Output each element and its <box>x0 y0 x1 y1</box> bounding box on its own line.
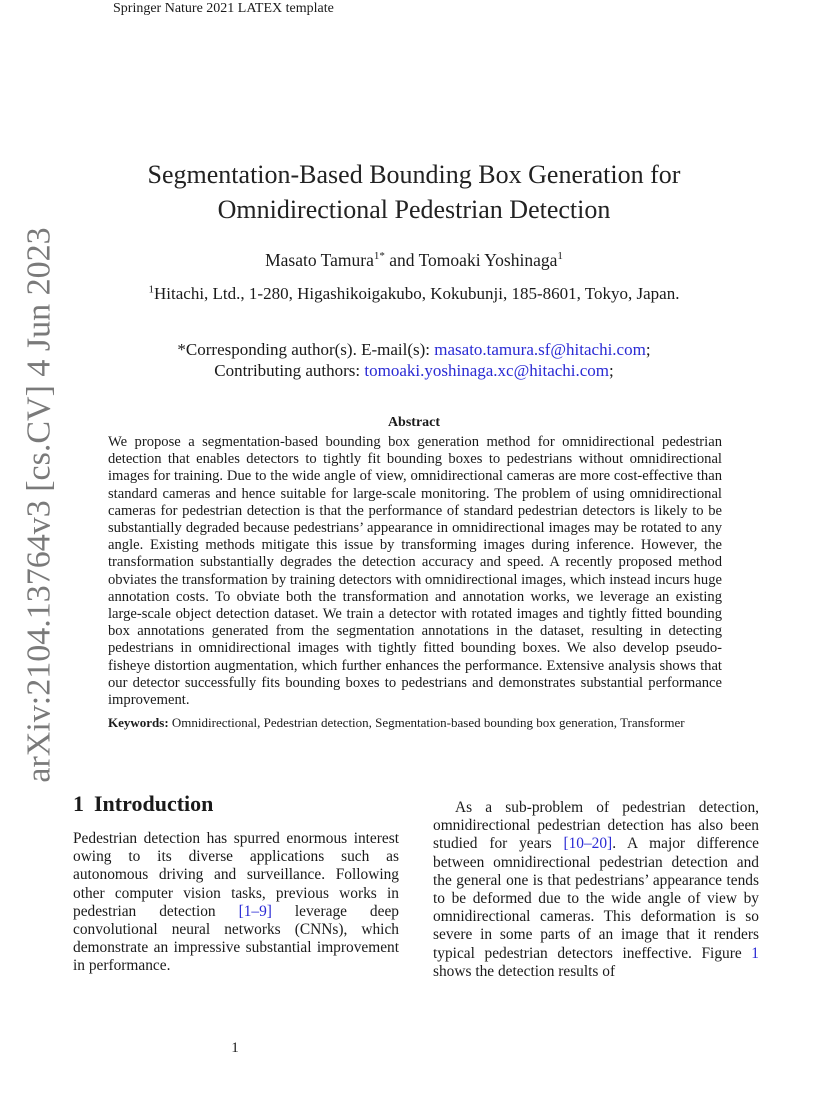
contributing-email-link[interactable]: tomoaki.yoshinaga.xc@hitachi.com <box>364 361 610 380</box>
author-name: Masato Tamura <box>265 250 374 270</box>
affiliation-text: Hitachi, Ltd., 1-280, Higashikoigakubo, Kokubunji, 185-8601, Tokyo, Japan. <box>154 284 680 303</box>
separator: ; <box>645 340 651 359</box>
paper-title <box>100 157 728 227</box>
page-number: 1 <box>231 1040 239 1056</box>
title-line-1: Segmentation-Based Bounding Box Generation for <box>147 160 681 189</box>
author-conjunction: and <box>384 250 419 270</box>
title-line-2: Omnidirectional Pedestrian Detection <box>217 195 611 224</box>
figure-reference-link[interactable]: 1 <box>751 944 759 962</box>
section-title: Introduction <box>94 791 214 816</box>
keywords-text: Omnidirectional, Pedestrian detection, Segmentation-based bounding box generation, Transformer <box>168 715 685 730</box>
corresponding-line <box>100 339 728 360</box>
author-affiliation-mark: 1* <box>373 250 385 263</box>
paragraph-text: . A major difference between omnidirectional pedestrian detection and the general one is that pedestrians’ appearance tends to be deformed due to the wide angle of view by omnidirectional cameras. This deformation is so severe in some parts of an image that it renders typical pedestrian detectors ineffective. Figure <box>433 835 760 962</box>
keywords-label: Keywords: <box>108 715 169 730</box>
keywords <box>108 715 722 731</box>
contributing-label: Contributing authors: <box>214 361 365 380</box>
section-heading <box>73 791 213 817</box>
author-affiliation-mark: 1 <box>557 250 563 263</box>
arxiv-sidebar <box>14 227 66 783</box>
paragraph-text: leverage deep convolutional neural networks (CNNs), which demonstrate an impressive substantial improvement in performance. <box>73 902 399 975</box>
corresponding-email-link[interactable]: masato.tamura.sf@hitachi.com <box>434 340 646 359</box>
abstract-body: We propose a segmentation-based bounding box generation method for omnidirectional pedestrian detection that enables detectors to tightly fit bounding boxes to pedestrians without omnidirectional images for training. Due to the wide angle of view, omnidirectional cameras are more cost-effective than standard cameras and hence suitable for large-scale monitoring. The problem of using omnidirectional cameras for pedestrian detection is that the performance of standard pedestrian detectors is likely to be substantially degraded because pedestrians’ appearance in omnidirectional images may be rotated to any angle. Existing methods mitigate this issue by transforming images during inference. However, the transformation substantially degrades the detection accuracy and speed. A recently proposed method obviates the transformation by training detectors with omnidirectional images, which instead incurs huge annotation costs. To obviate both the transformation and annotation works, we leverage an existing large-scale object detection dataset. We train a detector with rotated images and tightly fitted bounding box annotations generated from the segmentation annotations in the dataset, resulting in detecting pedestrians in omnidirectional images with tightly fitted bounding boxes. We also develop pseudo-fisheye distortion augmentation, which further enhances the performance. Extensive analysis shows that our detector successfully fits bounding boxes to pedestrians and demonstrates substantial performance improvement. <box>108 434 722 709</box>
citation-link[interactable]: [1–9] <box>238 902 272 920</box>
affiliation-mark: 1 <box>148 283 155 296</box>
arxiv-identifier: arXiv:2104.13764v3 [cs.CV] 4 Jun 2023 <box>21 227 59 783</box>
running-header <box>113 1 334 17</box>
author-name: Tomoaki Yoshinaga <box>418 250 558 270</box>
separator: ; <box>609 361 614 380</box>
right-column-paragraph <box>433 799 759 981</box>
corresponding-label: *Corresponding author(s). E-mail(s): <box>177 340 435 359</box>
left-column-paragraph <box>73 830 399 976</box>
header-text: Springer Nature 2021 LATEX template <box>113 1 334 16</box>
correspondence-block <box>100 339 728 381</box>
paragraph-text: shows the detection results of <box>433 962 616 980</box>
abstract-heading: Abstract <box>387 415 441 430</box>
paragraph-text: Pedestrian detection has spurred enormous interest owing to its diverse applications such as autonomous driving and surveillance. Following other computer vision tasks, previous works in pedestrian detection <box>73 830 399 920</box>
affiliation <box>100 284 728 304</box>
section-number: 1 <box>73 791 84 816</box>
author-list <box>100 250 728 271</box>
paragraph-text: As a sub-problem of pedestrian detection, omnidirectional pedestrian detection has also been studied for years <box>433 799 759 853</box>
contributing-line <box>100 360 728 381</box>
citation-link[interactable]: [10–20] <box>563 835 613 853</box>
